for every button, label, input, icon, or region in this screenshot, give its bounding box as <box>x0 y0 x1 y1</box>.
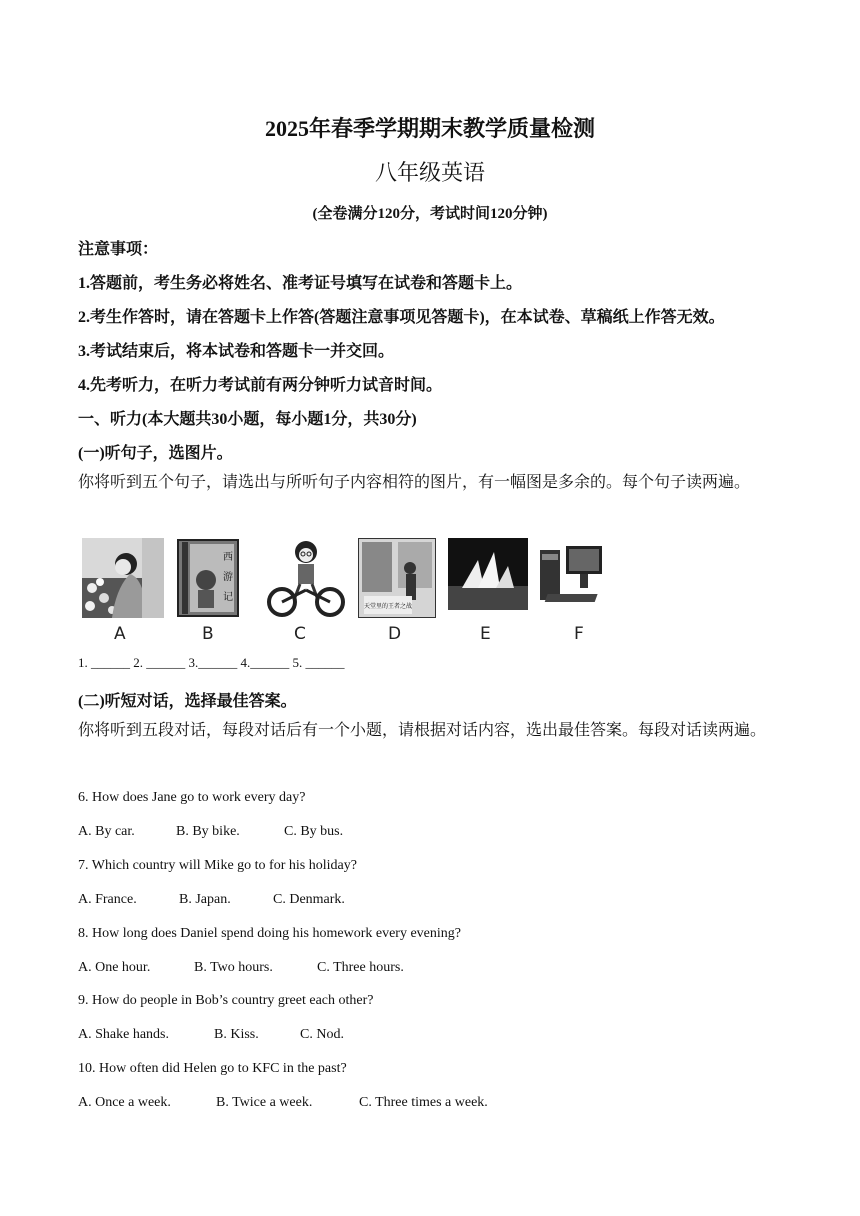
exam-title: 2025年春季学期期末教学质量检测 <box>264 116 595 141</box>
question-7: 7. Which country will Mike go to for his holiday? <box>78 858 357 873</box>
picture-options <box>80 538 640 648</box>
question-10-options <box>78 1095 778 1111</box>
question-7-option-b: B. Japan. <box>179 892 231 907</box>
picture-letter-d: D <box>388 624 402 644</box>
question-6-option-a: A. By car. <box>78 824 135 839</box>
book-title-char-2: 游 <box>223 572 233 583</box>
book-title-char-1: 西 <box>223 552 233 563</box>
picture-e-opera-house <box>448 538 528 610</box>
picture-letter-f: F <box>574 624 584 644</box>
exam-subtitle: 八年级英语 <box>374 160 485 185</box>
exam-info: (全卷满分120分，考试时间120分钟) <box>312 206 548 222</box>
question-9-option-a: A. Shake hands. <box>78 1027 169 1042</box>
question-8-option-c: C. Three hours. <box>317 960 404 975</box>
question-6-option-c: C. By bus. <box>284 824 344 839</box>
part2-instructions: 你将听到五段对话，每段对话后有一个小题，请根据对话内容，选出最佳答案。每段对话读两遍。 <box>78 722 767 739</box>
question-10-option-b: B. Twice a week. <box>216 1095 313 1110</box>
question-7-option-c: C. Denmark. <box>273 892 345 907</box>
picture-a-girl-flowers <box>82 538 164 618</box>
answer-blanks: 1. ______ 2. ______ 3.______ 4.______ 5. ______ <box>78 655 345 670</box>
question-9: 9. How do people in Bob’s country greet each other? <box>78 993 374 1008</box>
picture-f-computer <box>538 538 626 610</box>
question-6: 6. How does Jane go to work every day? <box>78 790 306 805</box>
note-item-2: 2.考生作答时，请在答题卡上作答(答题注意事项见答题卡)，在本试卷、草稿纸上作答无效。 <box>78 309 725 326</box>
question-8-option-a: A. One hour. <box>78 960 151 975</box>
question-8-option-b: B. Two hours. <box>194 960 273 975</box>
picture-letter-c: C <box>294 624 306 644</box>
question-7-options <box>78 892 778 908</box>
note-item-1: 1.答题前，考生务必将姓名、准考证号填写在试卷和答题卡上。 <box>78 275 523 292</box>
question-10-option-a: A. Once a week. <box>78 1095 171 1110</box>
poster-caption: 天堂里的王者之战 <box>363 603 413 610</box>
picture-letter-b: B <box>202 624 214 644</box>
note-item-3: 3.考试结束后，将本试卷和答题卡一并交回。 <box>78 343 395 360</box>
book-title-char-3: 记 <box>223 592 233 603</box>
question-9-option-b: B. Kiss. <box>214 1027 259 1042</box>
picture-letter-e: E <box>480 624 491 644</box>
question-6-option-b: B. By bike. <box>176 824 240 839</box>
question-9-options <box>78 1027 778 1043</box>
question-10: 10. How often did Helen go to KFC in the past? <box>78 1061 347 1076</box>
question-8-options <box>78 960 778 976</box>
question-10-option-c: C. Three times a week. <box>359 1095 488 1110</box>
part2-heading: (二)听短对话，选择最佳答案。 <box>78 693 297 710</box>
section1-heading: 一、听力(本大题共30小题，每小题1分，共30分) <box>78 411 417 428</box>
picture-letter-a: A <box>114 624 126 644</box>
part1-heading: (一)听句子，选图片。 <box>78 445 233 462</box>
question-6-options <box>78 824 778 840</box>
picture-b-book <box>176 538 240 618</box>
question-8: 8. How long does Daniel spend doing his homework every evening? <box>78 926 461 941</box>
notes-heading: 注意事项： <box>78 241 159 258</box>
picture-c-bike <box>266 538 346 618</box>
note-item-4: 4.先考听力，在听力考试前有两分钟听力试音时间。 <box>78 377 443 394</box>
question-9-option-c: C. Nod. <box>300 1027 344 1042</box>
picture-d-poster <box>358 538 436 618</box>
part1-instructions: 你将听到五个句子，请选出与所听句子内容相符的图片，有一幅图是多余的。每个句子读两遍。 <box>78 474 751 491</box>
question-7-option-a: A. France. <box>78 892 137 907</box>
